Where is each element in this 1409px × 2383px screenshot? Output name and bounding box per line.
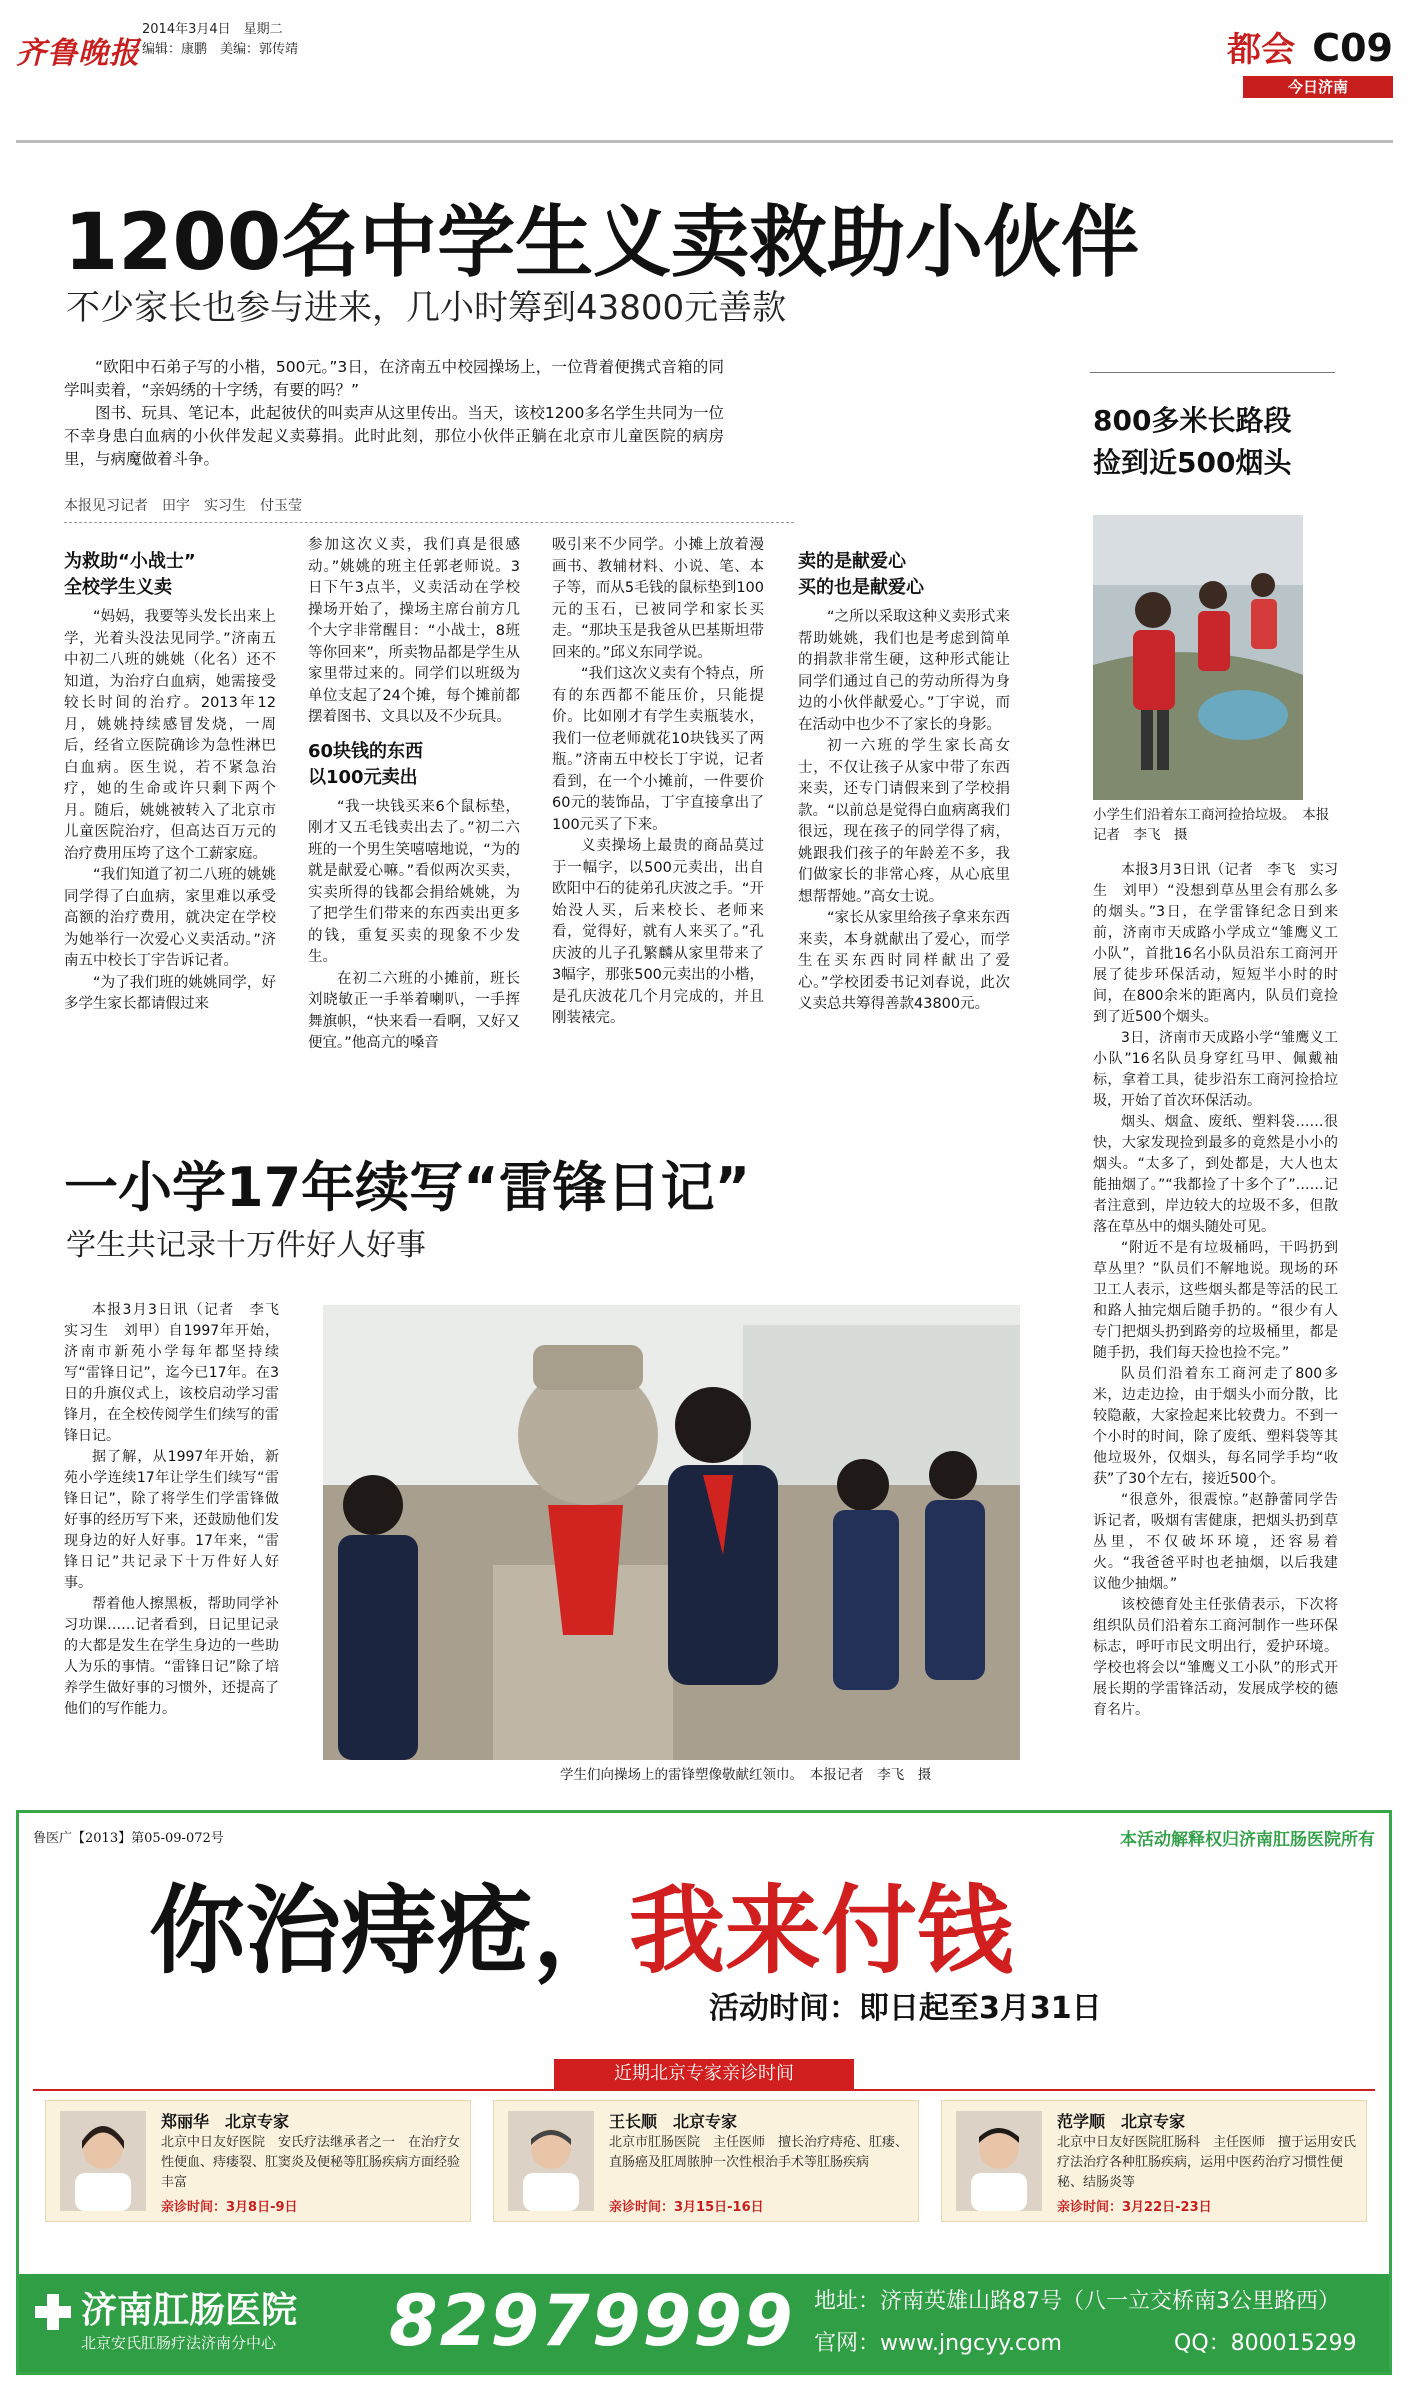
expert-desc: 北京市肛肠医院 主任医师 擅长治疗痔疮、肛瘘、直肠癌及肛周脓肿一次性根治手术等肛肠疾病 — [609, 2135, 909, 2170]
children-cleanup-photo — [1093, 515, 1303, 800]
hospital-advertisement — [16, 1810, 1392, 2375]
masthead-section — [1093, 22, 1393, 102]
ad-experts-title: 近期北京专家亲诊时间 — [554, 2059, 854, 2089]
masthead-rule — [16, 140, 1393, 143]
story3-caption: 学生们向操场上的雷锋塑像敬献红领巾。 本报记者 李飞 摄 — [560, 1767, 932, 1783]
story2-photo — [1093, 515, 1303, 800]
expert-time: 亲诊时间：3月15日-16日 — [609, 2200, 764, 2215]
hospital-subtitle: 北京安氏肛肠疗法济南分中心 — [81, 2334, 277, 2352]
byline-divider — [64, 522, 794, 524]
masthead-meta — [142, 20, 298, 60]
hospital-website: 官网：www.jngcyy.com — [814, 2331, 1062, 2356]
story3-subhead: 学生共记录十万件好人好事 — [66, 1228, 426, 1263]
doctor-photo — [508, 2111, 594, 2211]
issue-date: 2014年3月4日 星期二 — [142, 22, 283, 37]
expert-desc: 北京中日友好医院 安氏疗法继承者之一 在治疗女性便血、痔瘘裂、肛窦炎及便秘等肛肠疾病方面经验丰富 — [161, 2135, 461, 2190]
hospital-address: 地址：济南英雄山路87号（八一立交桥南3公里路西） — [814, 2289, 1340, 2314]
expert-card — [493, 2100, 919, 2222]
expert-name: 王长顺 北京专家 — [609, 2112, 738, 2131]
hospital-qq: QQ：800015299 — [1174, 2331, 1357, 2356]
story1-subhead: 不少家长也参与进来，几小时筹到43800元善款 — [66, 288, 787, 328]
expert-desc: 北京中日友好医院肛肠科 主任医师 擅于运用安氏疗法治疗各种肛肠疾病，运用中医药治疗习惯性便秘、结肠炎等 — [1057, 2135, 1357, 2190]
hospital-cross-icon — [33, 2292, 73, 2332]
story1-column-4: 卖的是献爱心 买的也是献爱心 “之所以采取这种义卖形式来帮助姚姚，我们也是考虑到简单的捐款非常生硬，这种形式能让同学们通过自己的劳动所得为身边的小伙伴献爱心。”丁宇说，而在活动中也少不了家长的身影。 初一六班的学生家长高女士，不仅让孩子从家中带了东西来卖，还专门请假来到了学校捐款。“以前总是觉得白血病离我们很远，现在孩子的同学得了病，姚跟我们孩子的年龄差不多，我们做家长的非常心疼，从心底里想帮帮她。”高女士说。 “家长从家里给孩子拿来东西来卖，本身就献出了爱心，而学生在买东西时同样献出了爱心。”学校团委书记刘春说，此次义卖总共筹得善款43800元。 — [798, 551, 1010, 1012]
expert-name: 郑丽华 北京专家 — [161, 2112, 290, 2131]
ad-rights: 本活动解释权归济南肛肠医院所有 — [1120, 1830, 1375, 1850]
expert-name: 范学顺 北京专家 — [1057, 2112, 1186, 2131]
doctor-photo — [60, 2111, 146, 2211]
story1-lead: “欧阳中石弟子写的小楷，500元。”3日，在济南五中校园操场上，一位背着便携式音箱的同学叫卖着，“亲妈绣的十字绣，有要的吗？” 图书、玩具、笔记本，此起彼伏的叫卖声从这里传出。当天，该校1200多名学生共同为一位不幸身患白血病的小伙伴发起义卖募捐。此时此刻，那位小伙伴正躺在北京市儿童医院的病房里，与病魔做着斗争。 — [64, 358, 724, 468]
story1-headline: 1200名中学生义卖救助小伙伴 — [64, 198, 1140, 288]
story1-column-1: 为救助“小战士” 全校学生义卖 “妈妈，我要等头发长出来上学，光着头没法见同学。”济南五中初二八班的姚姚（化名）还不知道，为治疗白血病，她需接受较长时间的治疗。2013年12月，姚姚持续感冒发烧，一周后，经省立医院确诊为急性淋巴白血病。医生说，若不紧急治疗，她的生命或许只剩下两个月。随后，姚姚被转入了北京市儿童医院治疗，但高达百万元的治疗费用压垮了这个工薪家庭。 “我们知道了初二八班的姚姚同学得了白血病，家里难以承受高额的治疗费用，就决定在学校为她举行一次爱心义卖活动。”济南五中校长丁宇告诉记者。 “为了我们班的姚姚同学，好多学生家长都请假过来 — [64, 551, 276, 1012]
story2-body: 本报3月3日讯（记者 李飞 实习生 刘甲）“没想到草丛里会有那么多的烟头。”3日，在学雷锋纪念日到来前，济南市天成路小学成立“雏鹰义工小队”，首批16名小队员沿东工商河开展了徒步环保活动，短短半小时的时间，在800余米的距离内，队员们竟捡到了近500个烟头。 3日，济南市天成路小学“雏鹰义工小队”16名队员身穿红马甲、佩戴袖标，拿着工具，徒步沿东工商河捡拾垃圾，开始了首次环保活动。 烟头、烟盒、废纸、塑料袋……很快，大家发现捡到最多的竟然是小小的烟头。“太多了，到处都是，大人也太能抽烟了。”“我都捡了十多个了”……记者注意到，岸边较大的垃圾不多，但散落在草丛中的烟头随处可见。 “附近不是有垃圾桶吗，干吗扔到草丛里？”队员们不解地说。现场的环卫工人表示，这些烟头都是等活的民工和路人抽完烟后随手扔的。“很少有人专门把烟头扔到路旁的垃圾桶里，都是随手扔，我们每天捡也捡不完。” 队员们沿着东工商河走了800多米，边走边捡，由于烟头小而分散，比较隐蔽，大家捡起来比较费力。不到一个小时的时间，除了废纸、塑料袋等其他垃圾外，仅烟头，每名同学手均“收获”了30个左右，接近500个。 “很意外，很震惊。”赵静蕾同学告诉记者，吸烟有害健康，把烟头扔到草丛里，不仅破坏环境，还容易着火。“我爸爸平时也老抽烟，以后我建议他少抽烟。” 该校德育处主任张倩表示，下次将组织队员们沿着东工商河制作一些环保标志，呼吁市民文明出行，爱护环境。学校也将会以“雏鹰义工小队”的形式开展长期的学雷锋活动，发展成学校的德育名片。 — [1093, 862, 1338, 1718]
ad-contact-bar — [19, 2274, 1389, 2372]
page-number: C09 — [1312, 26, 1393, 70]
story3-body: 本报3月3日讯（记者 李飞 实习生 刘甲）自1997年开始，济南市新苑小学每年都坚持续写“雷锋日记”，迄今已17年。在3日的升旗仪式上，该校启动学习雷锋月，在全校传阅学生们续写的雷锋日记。 据了解，从1997年开始，新苑小学连续17年让学生们续写“雷锋日记”，除了将学生们学雷锋做好事的经历写下来，还鼓励他们发现身边的好人好事。17年来，“雷锋日记”共记录下十万件好人好事。 帮着他人擦黑板，帮助同学补习功课……记者看到，日记里记录的大都是发生在学生身边的一些助人为乐的事情。“雷锋日记”除了培养学生做好事的习惯外，还提高了他们的写作能力。 — [64, 1302, 293, 1717]
newspaper-logo: 齐鲁晚报 — [16, 36, 140, 71]
doctor-photo — [956, 2111, 1042, 2211]
hospital-phone: 82979999 — [389, 2280, 795, 2362]
editors-credit: 编辑：康鹏 美编：郭传靖 — [142, 42, 299, 57]
section-tag: 今日济南 — [1243, 76, 1393, 98]
expert-card — [941, 2100, 1367, 2222]
expert-time: 亲诊时间：3月8日-9日 — [161, 2200, 298, 2215]
story1-byline: 本报见习记者 田宇 实习生 付玉莹 — [64, 498, 302, 514]
ad-period: 活动时间：即日起至3月31日 — [709, 1991, 1102, 2026]
story3-photo — [323, 1305, 1020, 1760]
story3-headline: 一小学17年续写“雷锋日记” — [64, 1156, 751, 1219]
story1-column-3: 吸引来不少同学。小摊上放着漫画书、教辅材料、小说、笔、本子等，而从5毛钱的鼠标垫到100元的玉石，已被同学和家长买走。“那块玉是我爸从巴基斯坦带回来的。”邱义东同学说。 “我们这次义卖有个特点，所有的东西都不能压价，只能提价。比如刚才有学生卖瓶装水，我们一位老师就花10块钱买了两瓶。”济南五中校长丁宇说，记者看到，在一个小摊前，一件要价60元的装饰品，丁宇直接拿出了100元买了下来。 义卖操场上最贵的商品莫过于一幅字，以500元卖出，出自欧阳中石的徒弟孔庆波之手。“开始没人买，后来校长、老师来看，觉得好，就有人来买了。”孔庆波的儿子孔繁麟从家里带来了3幅字，那张500元卖出的小楷，是孔庆波花几个月完成的，并且刚装裱完。 — [552, 537, 764, 1026]
hospital-name: 济南肛肠医院 — [81, 2290, 298, 2331]
story2-rule — [1090, 372, 1335, 373]
lei-feng-statue-photo — [323, 1305, 1020, 1760]
story2-caption: 小学生们沿着东工商河捡拾垃圾。 本报记者 李飞 摄 — [1093, 807, 1330, 843]
experts-rule — [33, 2089, 1375, 2091]
section-name: 都会 — [1227, 30, 1296, 70]
story1-column-2: 参加这次义卖，我们真是很感动。”姚姚的班主任郭老师说。3日下午3点半，义卖活动在学校操场开始了，操场主席台前方几个大字非常醒目：“小战士，8班等你回来”，所卖物品都是学生从家里带过来的。同学们以班级为单位支起了24个摊，每个摊前都摆着图书、文具以及不少玩具。 60块钱的东西 以100元卖出 “我一块钱买来6个鼠标垫，刚才又五毛钱卖出去了。”初二六班的一个男生笑嘻嘻地说，“为的就是献爱心嘛。”看似两次买卖，实卖所得的钱都会捐给姚姚，为了把学生们带来的东西卖出更多的钱，重复买卖的现象不少发生。 在初二六班的小摊前，班长刘晓敏正一手举着喇叭，一手挥舞旗帜，“快来看一看啊，又好又便宜。”他高亢的嗓音 — [308, 537, 520, 1051]
ad-license: 鲁医广【2013】第05-09-072号 — [33, 1831, 224, 1846]
ad-headline: 你治痔疮，我来付钱 — [149, 1874, 1013, 1987]
expert-time: 亲诊时间：3月22日-23日 — [1057, 2200, 1212, 2215]
story2-headline: 800多米长路段 捡到近500烟头 — [1093, 404, 1292, 479]
expert-card — [45, 2100, 471, 2222]
